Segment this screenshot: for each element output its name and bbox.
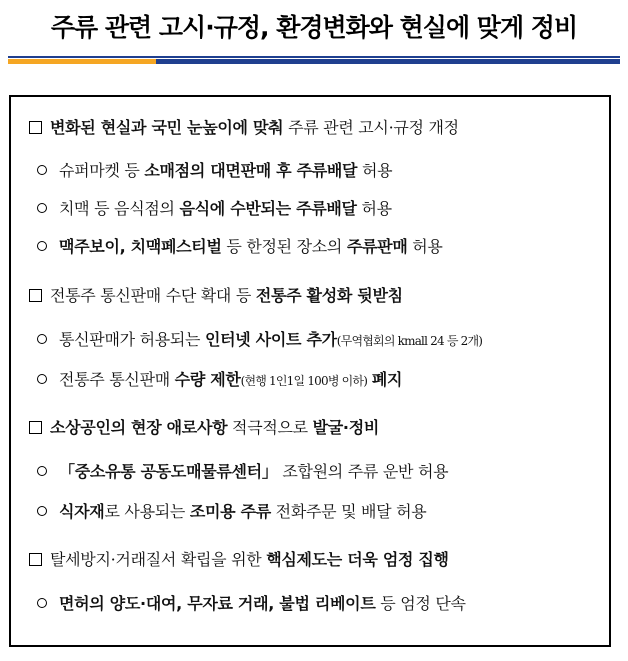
square-bullet-icon	[29, 553, 42, 566]
item-text: 소상공인의 현장 애로사항 적극적으로 발굴·정비	[50, 418, 380, 437]
list-item	[11, 461, 609, 483]
circle-bullet-icon	[37, 466, 47, 476]
item-text: 전통주 통신판매 수량 제한(현행 1인1일 100병 이하) 폐지	[59, 370, 403, 389]
item-text: 「중소유통 공동도매물류센터」 조합원의 주류 운반 허용	[59, 462, 449, 481]
circle-bullet-icon	[37, 334, 47, 344]
circle-bullet-icon	[37, 165, 47, 175]
list-item	[11, 593, 609, 615]
item-text: 치맥 등 음식점의 음식에 수반되는 주류배달 허용	[59, 199, 392, 218]
section-heading	[11, 285, 609, 307]
section-heading	[11, 417, 609, 439]
item-text: 슈퍼마켓 등 소매점의 대면판매 후 주류배달 허용	[59, 161, 393, 180]
item-text: 면허의 양도·대여, 무자료 거래, 불법 리베이트 등 엄정 단속	[59, 594, 466, 613]
item-text: 전통주 통신판매 수단 확대 등 전통주 활성화 뒷받침	[50, 286, 403, 305]
circle-bullet-icon	[37, 203, 47, 213]
item-text: 식자재로 사용되는 조미용 주류 전화주문 및 배달 허용	[59, 502, 427, 521]
list-item	[11, 198, 609, 220]
circle-bullet-icon	[37, 374, 47, 384]
section-heading	[11, 117, 609, 139]
title-rule-accent	[8, 59, 156, 64]
item-text: 통신판매가 허용되는 인터넷 사이트 추가(무역협회의 kmall 24 등 2개)	[59, 330, 483, 349]
list-item	[11, 369, 609, 392]
content-box	[9, 95, 611, 647]
list-item	[11, 160, 609, 182]
item-text: 맥주보이, 치맥페스티벌 등 한정된 장소의 주류판매 허용	[59, 237, 443, 256]
item-text: 탈세방지·거래질서 확립을 위한 핵심제도는 더욱 엄정 집행	[50, 550, 449, 569]
item-text: 변화된 현실과 국민 눈높이에 맞춰 주류 관련 고시·규정 개정	[50, 118, 459, 137]
list-item	[11, 236, 609, 258]
list-item	[11, 329, 609, 352]
square-bullet-icon	[29, 289, 42, 302]
square-bullet-icon	[29, 121, 42, 134]
square-bullet-icon	[29, 421, 42, 434]
circle-bullet-icon	[37, 506, 47, 516]
page-title: 주류 관련 고시·규정, 환경변화와 현실에 맞게 정비	[50, 13, 578, 42]
circle-bullet-icon	[37, 241, 47, 251]
list-item	[11, 501, 609, 523]
section-heading	[11, 549, 609, 571]
circle-bullet-icon	[37, 598, 47, 608]
title-rule-thin	[8, 56, 620, 58]
